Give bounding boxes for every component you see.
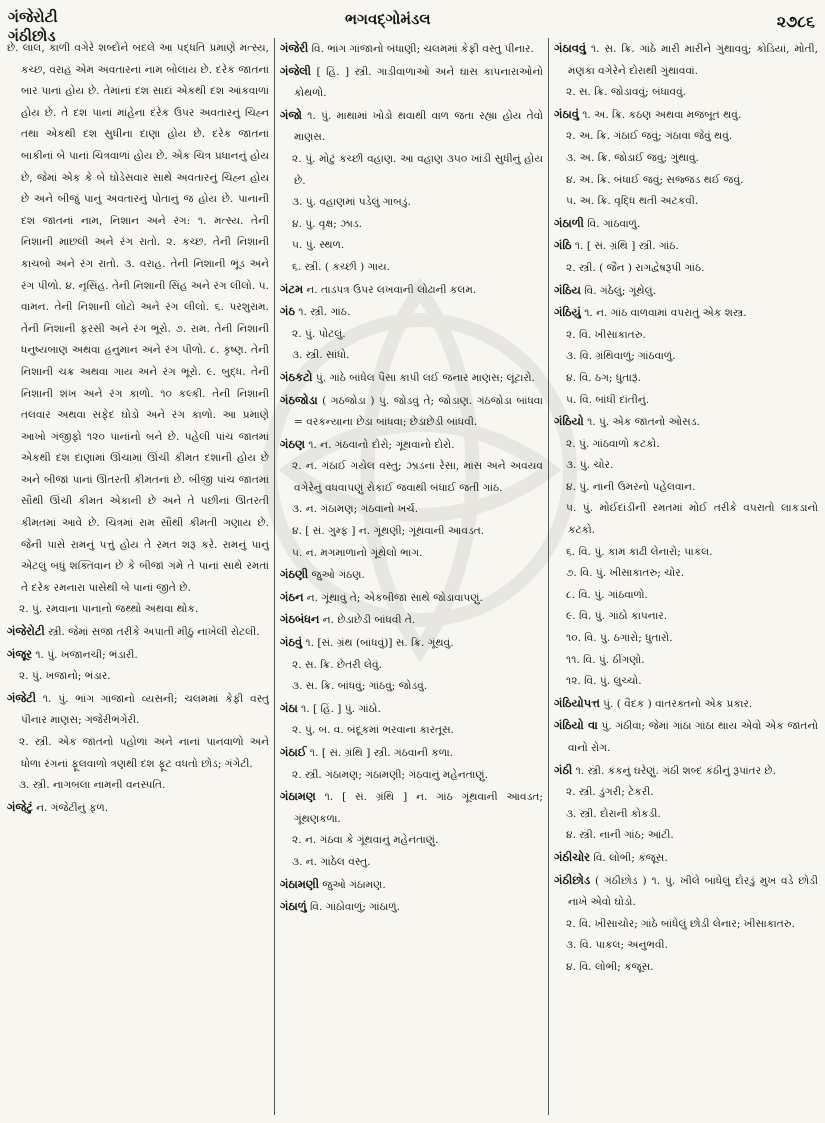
headword: ગંઠાવવું [554, 41, 586, 55]
definition-text: ૧. ન. ગાંઠ વાળવામાં વપરાતું એક શસ્ત્ર. [580, 307, 747, 320]
definition-text: ( ગઠજોડા ) પું. જોડવું તે; જોડાણ. ગંઠજોડા બાંધવા = વરકન્યાના છેડા બાંધવા; છેડાછેડી બાંધવી. [294, 394, 543, 429]
definition-text: વિ. ગાંઠોવાળું; ગાંઠાળું. [306, 901, 400, 914]
entry-sense [554, 191, 818, 213]
definition-text: ૧૨. વિ. પું. લુચ્ચો. [566, 675, 642, 688]
definition-text: ન. ગંજેટીનું ફળ. [32, 801, 109, 814]
definition-text: ૨. સ્ત્રી. ડુંગરી; ટેકરી. [566, 786, 654, 799]
entry-sense [554, 170, 818, 192]
entry-sense [280, 192, 543, 214]
definition-text: ૪. પું. વૃક્ષ; ઝાડ. [292, 217, 363, 230]
dictionary-entry [280, 434, 543, 457]
definition-text: [ હિં. ] સ્ત્રી. ગાડીવાળાઓ અને ઘાસ કાપનારાઓનો કોથળો. [294, 65, 543, 100]
definition-text: ૩. સ્ત્રી. દોરાની કોકડી. [566, 807, 661, 820]
entry-sense [280, 214, 543, 236]
entry-sense [554, 914, 818, 936]
page-number: ૨૭૮૬ [776, 12, 815, 31]
headword: ગંઠાવું [554, 106, 579, 121]
definition-text: ૧. પું. ખજાનચી; ભંડારી. [31, 648, 138, 661]
entry-sense [554, 368, 818, 390]
definition-text: ૧. ન. ગંઠવાનો દોરો; ગૂંથવાનો દોરો. [304, 438, 455, 451]
entry-sense [280, 655, 543, 677]
headword: ગંઠાળું [280, 899, 307, 914]
definition-text: ૨. સ્ત્રી. ( જૈન ) રાગદ્વેષરૂપી ગાંઠ. [566, 261, 705, 274]
definition-text: ૨. પું. બ. વ. બંદૂકમાં ભરવાના કારતૂસ. [292, 724, 455, 737]
dictionary-entry [554, 693, 818, 716]
headword: ગંઠિયું [554, 305, 581, 320]
entry-sense [7, 732, 269, 775]
definition-text: ૩. વિ. પાકલ; અનુભવી. [566, 939, 668, 952]
entry-sense [554, 82, 818, 104]
definition-text: છે. લાલ, કાળી વગેરે શબ્દોને બદલે આ પદ્ધતિ પ્રમાણે મત્સ્ય, કચ્છ, વરાહ એમ અવતારનાં નામ બોલાય છે. દરેક જાતનાં બાર પાનાં હોય છે. તેમાંનાં દશ સાદાં એકથી દશ આંકવાળાં હોય છે. તે દશ પાનાં માંહેના દરેક ઉપર અવતારનું ચિહ્ન તથા એકથી દશ સુધીના દાણા હોય છે. દરેક જાતનાં બાકીનાં બે પાનાં ચિત્રવાળાં હોય છે. એક ચિત્ર પ્રધાનનું હોય છે, જેમાં એક કે બે ઘોડેસવાર સાથે અવતારનું ચિહ્ન હોય છે અને બીજું પાનું અવતારનું પોતાનું જ હોય છે. પાનાની દશ જાતનાં નામ, નિશાન અને રંગ: ૧. મત્સ્ય. તેની નિશાની માછલી અને રંગ રાતો. ૨. કચ્છ. તેની નિશાની કાચબો અને રંગ રાતો. ૩. વરાહ. તેની નિશાની ભૂંડ અને રંગ પીળો. ૪. નૃસિંહ. તેની નિશાની સિંહ અને રંગ લીલો. ૫. વામન. તેની નિશાની લોટો અને રંગ લીલો. ૬. પરશુરામ. તેની નિશાની ફરસી અને રંગ ભૂરો. ૭. રામ. તેની નિશાની ધનુષ્યબાણ અથવા હનુમાન અને રંગ પીળો. ૮. કૃષ્ણ. તેની નિશાની ચક્ર અથવા ગાય અને રંગ ભૂરો. ૯. બુદ્ધ. તેની નિશાની શંખ અને રંગ કાળો. ૧૦ કલ્કી. તેની નિશાની તલવાર અથવા સફેદ ઘોડો અને રંગ કાળો. આ પ્રમાણે આખો ગંજીફો ૧૨૦ પાનાંનો બને છે. પહેલી પાંચ જાતમાં એકથી દશ દાણામાં ઊંચામાં ઊંચી કીમત દશાની હોય છે અને બીજાં પાનાં ઊતરતી કીમતનાં છે. બીજી પાંચ જાતમાં સૌથી ઊંચી કીમત એકાની છે અને તે પછીનાં ઊતરતી કીમતમાં આવે છે. ચિત્રમાં રામ સૌથી કીમતી ગણાય છે. જેની પાસે રામનું પત્તું હોય તે રમત શરૂ કરે. રામનું પાનું એટલું બધું શક્તિવાન છે કે બીજાં ગમે તે પાનાં સાથે રમતાં તે દરેક રમનારા પાસેથી બે પાનાં જીતે છે. [7, 42, 269, 594]
definition-text: પું. ગંઠીવા; જેમાં ગાંઠા ગાંઠા થાય એવો એક જાતનો વાનો રોગ. [568, 720, 818, 754]
headword: ગંઠાળી [554, 215, 584, 230]
definition-text: સ્ત્રી. જેમાં સજા તરીકે અપાતી મીઠું નાખેલી રોટલી. [44, 626, 260, 639]
headword: ગંઠવું [280, 635, 303, 650]
entry-sense [554, 585, 818, 607]
definition-text: ૨. ન. ગંઠાઈ ગયેલ વસ્તુ; ઝાડના રેસા, માંસ અને અવયવ વગેરેનું વધવાપણું રોકાઈ જવાથી બંધાઈ જતી ગાંઠ. [292, 460, 543, 494]
entry-sense [554, 434, 818, 456]
dictionary-entry [7, 621, 269, 644]
entry-sense [554, 563, 818, 585]
definition-text: ૪. અ. ક્રિ. બંધાઈ જવું; સજ્જડ થઈ જવું. [566, 173, 744, 186]
entry-sense [554, 542, 818, 564]
headword: ગંઠિ [554, 238, 572, 253]
guide-word-first: ગંજેરોટી [8, 8, 58, 26]
definition-text: ૩. સ્ત્રી. નાગબલા નામની વનસ્પતિ. [19, 779, 166, 792]
entry-sense [280, 235, 543, 257]
headword: ગંઠા [280, 700, 298, 715]
headword: ગંઠામણી [280, 876, 319, 891]
guide-word-last: ગંઠીછોડ [8, 27, 56, 45]
definition-text: ( ગંઠીછોડ ) ૧. પું. ખીલે બાંધેલું દોરડું મુખ વડે છોડી નાખે એવો ઘોડો. [568, 874, 818, 909]
definition-text: જુઓ ગંઠણ. [308, 569, 365, 582]
definition-text: ૨. અ. ક્રિ. ગંઠાઈ જવું; ગંઠાવા જેવું થવું. [566, 130, 733, 143]
definition-text: ૨. વિ. ખીસાકાતરુ. [566, 328, 646, 341]
column-2 [280, 38, 543, 1119]
definition-text: વિ. ભાંગ ગાંજાનો બંધાણી; ચલમમાં કેફી વસ્તુ પીનાર. [308, 43, 534, 55]
entry-sense [7, 666, 269, 688]
definition-text: ૫. પું. સ્થળ. [292, 239, 345, 252]
entry-sense [7, 775, 269, 797]
headword: ગંટમ [280, 281, 303, 296]
column-separator [274, 38, 275, 1115]
definition-text: ન. તાડપત્ર ઉપર લખવાની લોઢાની કલમ. [303, 283, 477, 296]
definition-text: ૧. સ. ક્રિ. ગાંઠે મારી મારીને ગુંથાવવું; કોડિયાં, મોતી, મણકા વગેરેને દોરાથી ગુંથાવવાં. [568, 43, 818, 77]
entry-sense [280, 257, 543, 279]
entry-sense [280, 345, 543, 367]
entry-sense [554, 935, 818, 957]
definition-text: ૧. [ હિં. ] પું. ગાંઠો. [297, 702, 381, 715]
entry-sense [554, 325, 818, 347]
definition-text: ૨. પું. મોટું કચ્છી વહાણ. આ વહાણ ૩૫૦ ખાંડી સુધીનું હોય છે. [292, 152, 543, 187]
entry-sense [554, 258, 818, 280]
definition-text: ૧. સ્ત્રી. ગાંઠ. [294, 306, 351, 319]
definition-text: ૬. વિ. પું. કામ કાઢી લેનારો; પાકલ. [566, 545, 713, 558]
headword: ગંઠ [280, 304, 295, 319]
dictionary-entry [554, 411, 818, 434]
definition-text: ૪. પું. નાની ઉમરનો પહેલવાન. [566, 480, 696, 493]
definition-text: પું. ગાંઠે બાંધેલ પૈસા કાપી લઈ જનાર માણસ; લૂંટારો. [312, 371, 535, 384]
definition-text: ૫. પું. મોઈદાંડીની રમતમાં મોઈ તરીકે વપરાતો લાકડાનો કટકો. [566, 502, 818, 537]
definition-text: ૩. વિ. ગ્રંથિવાળું; ગાંઠવાળું. [566, 350, 676, 363]
definition-text: ૨. પું. રમવાના પાનાનો જથ્થો અથવા થોક. [19, 603, 199, 616]
entry-sense [280, 852, 543, 874]
definition-text: ૩. ન. ગંઠામણ; ગંઠવાનો ખર્ચ. [292, 503, 419, 516]
dictionary-entry [554, 302, 818, 325]
entry-sense [280, 456, 543, 499]
definition-text: ૮. વિ. પું. ગાંઠવાળો. [566, 588, 648, 601]
headword: ગંજો [280, 107, 302, 122]
dictionary-entry [280, 609, 543, 632]
definition-text: ૩. પું. ચોર. [566, 459, 614, 472]
entry-sense [280, 720, 543, 742]
definition-text: ૧. [સં. ગ્રંથ (બાંધવું)] સ. ક્રિ. ગૂંથવું. [302, 637, 454, 650]
definition-text: ન. ગૂંથાવું તે; એકબીજા સાથે જોડાવાપણું. [303, 591, 483, 604]
entry-sense [280, 521, 543, 543]
entry-sense [280, 830, 543, 852]
entry-sense [554, 126, 818, 148]
definition-text: ૯. વિ. પું. ગાંઠો કાપનાર. [566, 610, 668, 623]
dictionary-entry [280, 38, 543, 61]
definition-text: ૨. સ્ત્રી. એક જાતનો પહોળાં અને નાનાં પાનવાળો અને ધોળા રંગનાં ફૂલવાળો ત્રણથી દશ ફૂટ વધતો છોડ; ગંગેટી. [19, 736, 269, 770]
definition-text: ૩. સ. ક્રિ. બાંધવું; ગાંઠવું; જોડવું. [292, 680, 428, 693]
entry-sense [7, 599, 269, 621]
headword: ગંઠીચોર [554, 849, 591, 864]
dictionary-entry [7, 644, 269, 667]
definition-text: ૧૦. વિ. પું. ઠગારો; ધુતારો. [566, 632, 673, 645]
definition-text: ૧. [ સં. ગ્રંથિ ] ન. ગાંઠ ગૂંથવાની આવડત; ગૂંથણકળા. [294, 791, 543, 825]
dictionary-title: ભગવદ્ગોમંડલ [345, 10, 431, 28]
dictionary-entry [554, 38, 818, 82]
dictionary-entry [280, 874, 543, 897]
dictionary-entry [554, 847, 818, 870]
definition-text: ૨. ન. ગંઠવા કે ગૂંથવાનું મહેનતાણું. [292, 834, 439, 847]
headword: ગંજૂર [7, 646, 32, 661]
definition-text: ૬. સ્ત્રી. ( કચ્છી ) ગાય. [292, 260, 390, 273]
definition-text: ૪. વિ. લોભી; કંજૂસ. [566, 960, 654, 973]
definition-text: ૭. વિ. પું. ખીસાકાતરુ; ચોર. [566, 567, 685, 580]
headword: ગંઠન [280, 589, 304, 604]
dictionary-entry [280, 698, 543, 721]
dictionary-entry [7, 688, 269, 732]
headword: ગંઠિયો [554, 414, 584, 429]
definition-text: ૨. સ. ક્રિ. છેતરી લેવું. [292, 658, 382, 671]
headword: ગંઠાઈ [280, 745, 307, 759]
headword: ગંઠકટો [280, 369, 313, 384]
definition-text: ૧. અ. ક્રિ. કઠણ અથવા મજબૂત થવું. [578, 108, 742, 121]
column-separator [548, 38, 549, 1115]
definition-text: ૧. પું. ભાંગ ગાંજાનો વ્યસની; ચલમમાં કેફી વસ્તુ પીનાર માણસ; ગંજેરીભંગેરી. [21, 692, 269, 727]
definition-text: ૪. [ સં. ગુમ્ફ ] ન. ગૂંથણી; ગૂંથવાની આવડત. [292, 525, 485, 538]
definition-text: ૫. વિ. બાંધી દાંતીનું. [566, 393, 650, 406]
entry-sense [554, 455, 818, 477]
definition-text: ૩. પું. વહાણમાં પડેલું ગાબડું. [292, 196, 411, 209]
dictionary-entry [280, 61, 543, 105]
definition-text: ૨. પું. ગાંઠવાળો કટકો. [566, 437, 660, 450]
column-1 [7, 38, 269, 1119]
dictionary-entry [280, 279, 543, 302]
headword: ગંઠબંધન [280, 612, 320, 627]
definition-text: ૩. ન. ગાંઠેલ વસ્તુ. [292, 855, 371, 868]
headword: ગંઠી [554, 762, 573, 777]
dictionary-entry [280, 564, 543, 587]
definition-text: ૨. પું. ખજાનો; ભંડાર. [19, 670, 111, 683]
definition-text: ૩. અ. ક્રિ. જોડાઈ જવું; ગુંથાવું. [566, 151, 699, 164]
definition-text: ૪. વિ. ઠગ; ધુતારૂં. [566, 371, 641, 384]
entry-sense [554, 825, 818, 847]
entry-sense [554, 628, 818, 650]
entry-sense [554, 477, 818, 499]
dictionary-entry [554, 235, 818, 258]
dictionary-entry [7, 797, 269, 820]
definition-text: ૨. વિ. ખીસાચોર; ગાંઠે બાંધેલું છોડી લેનાર; ખીસાકાતરુ. [566, 917, 795, 930]
dictionary-entry [554, 760, 818, 783]
definition-text: વિ. લોભી; કંજૂસ. [590, 851, 668, 864]
dictionary-entry [280, 632, 543, 655]
headword: ગંઠજોડા [280, 392, 318, 407]
dictionary-entry [280, 367, 543, 390]
headword: ગંઠિયો વા [554, 718, 598, 733]
dictionary-entry [554, 104, 818, 127]
entry-sense [280, 765, 543, 787]
entry-sense [554, 804, 818, 826]
entry-sense [280, 543, 543, 565]
headword: ગંઠામણ [280, 789, 316, 804]
definition-text: ૨. સ્ત્રી. ગંઠામણ; ગંઠામણી; ગંઠવાનું મહેનતાણું. [292, 768, 488, 781]
entry-sense [554, 346, 818, 368]
dictionary-entry [280, 105, 543, 149]
headword: ગંઠિય [554, 282, 581, 297]
definition-text: વિ. ગાંઠવાળું. [583, 217, 641, 230]
headword: ગંઠણ [280, 436, 305, 451]
entry-sense [554, 782, 818, 804]
dictionary-entry [280, 742, 543, 765]
dictionary-entry [7, 38, 269, 599]
definition-text: ૨. સ. ક્રિ. જોડાવવું; બંધાવવું. [566, 86, 687, 99]
entry-sense [280, 676, 543, 698]
definition-text: ૫. અ. ક્રિ. વૃદ્ધિ થતી અટકવી. [566, 195, 699, 208]
headword: ગંજેરી [280, 41, 309, 55]
definition-text: ૧. [ સં. ગ્રંથિ ] સ્ત્રી. ગંઠવાની કળા. [306, 747, 454, 759]
definition-text: ૫. ન. મગમાળાનો ગૂંથેલો ભાગ. [292, 546, 423, 559]
definition-text: જુઓ ગંઠામણ. [318, 878, 386, 891]
column-3 [554, 38, 818, 1119]
entry-sense [554, 498, 818, 541]
entry-sense [554, 650, 818, 672]
dictionary-entry [554, 870, 818, 914]
headword: ગંઠણી [280, 567, 309, 582]
headword: ગંઠીછોડ [554, 872, 591, 887]
definition-text: ૩. સ્ત્રી. સાંધો. [292, 349, 350, 362]
definition-text: ૪. સ્ત્રી. નાની ગાંઠ; આંટી. [566, 829, 674, 842]
definition-text: ૧. સ્ત્રી. કંકનું ઘરેણું. ગંઠી શબ્દ કંઠીનું રૂપાંતર છે. [572, 764, 776, 777]
dictionary-entry [554, 280, 818, 303]
dictionary-entry [280, 301, 543, 324]
dictionary-entry [280, 896, 543, 919]
definition-text: પું. ( વૈદક ) વાતરક્તનો એક પ્રકાર. [599, 697, 753, 710]
definition-text: ૧. પું. માથામાં ખોડો થવાથી વાળ જતા રહ્યા હોય તેવો માણસ. [294, 109, 543, 144]
dictionary-entry [280, 786, 543, 830]
dictionary-entry [280, 587, 543, 610]
entry-sense [280, 499, 543, 521]
headword: ગંજેરોટી [7, 624, 45, 639]
dictionary-entry [554, 715, 818, 759]
definition-text: ૧. પું. એક જાતનો ઓસડ. [583, 416, 700, 429]
dictionary-entry [554, 213, 818, 236]
definition-text: ૧૧. વિ. પું. ઠીંગણો. [566, 653, 645, 666]
entry-sense [280, 149, 543, 192]
dictionary-entry [280, 390, 543, 434]
headword: ગંજેટું [7, 799, 33, 814]
entry-sense [280, 324, 543, 346]
definition-text: વિ. ગંઠેલું; ગૂંથેલું. [580, 284, 657, 297]
entry-sense [554, 671, 818, 693]
headword: ગંજેલી [280, 63, 311, 78]
definition-text: ન. છેડાછેડી બાંધવી તે. [319, 614, 416, 627]
entry-sense [554, 390, 818, 412]
headword: ગંઠિયોપત્ત [554, 695, 600, 710]
entry-sense [554, 606, 818, 628]
entry-sense [554, 957, 818, 979]
definition-text: ૨. પું. પોટલું. [292, 327, 346, 340]
definition-text: ૧. [ સં. ગ્રંથિ ] સ્ત્રી. ગાંઠ. [571, 240, 679, 253]
headword: ગંજેટી [7, 690, 36, 705]
entry-sense [554, 148, 818, 170]
